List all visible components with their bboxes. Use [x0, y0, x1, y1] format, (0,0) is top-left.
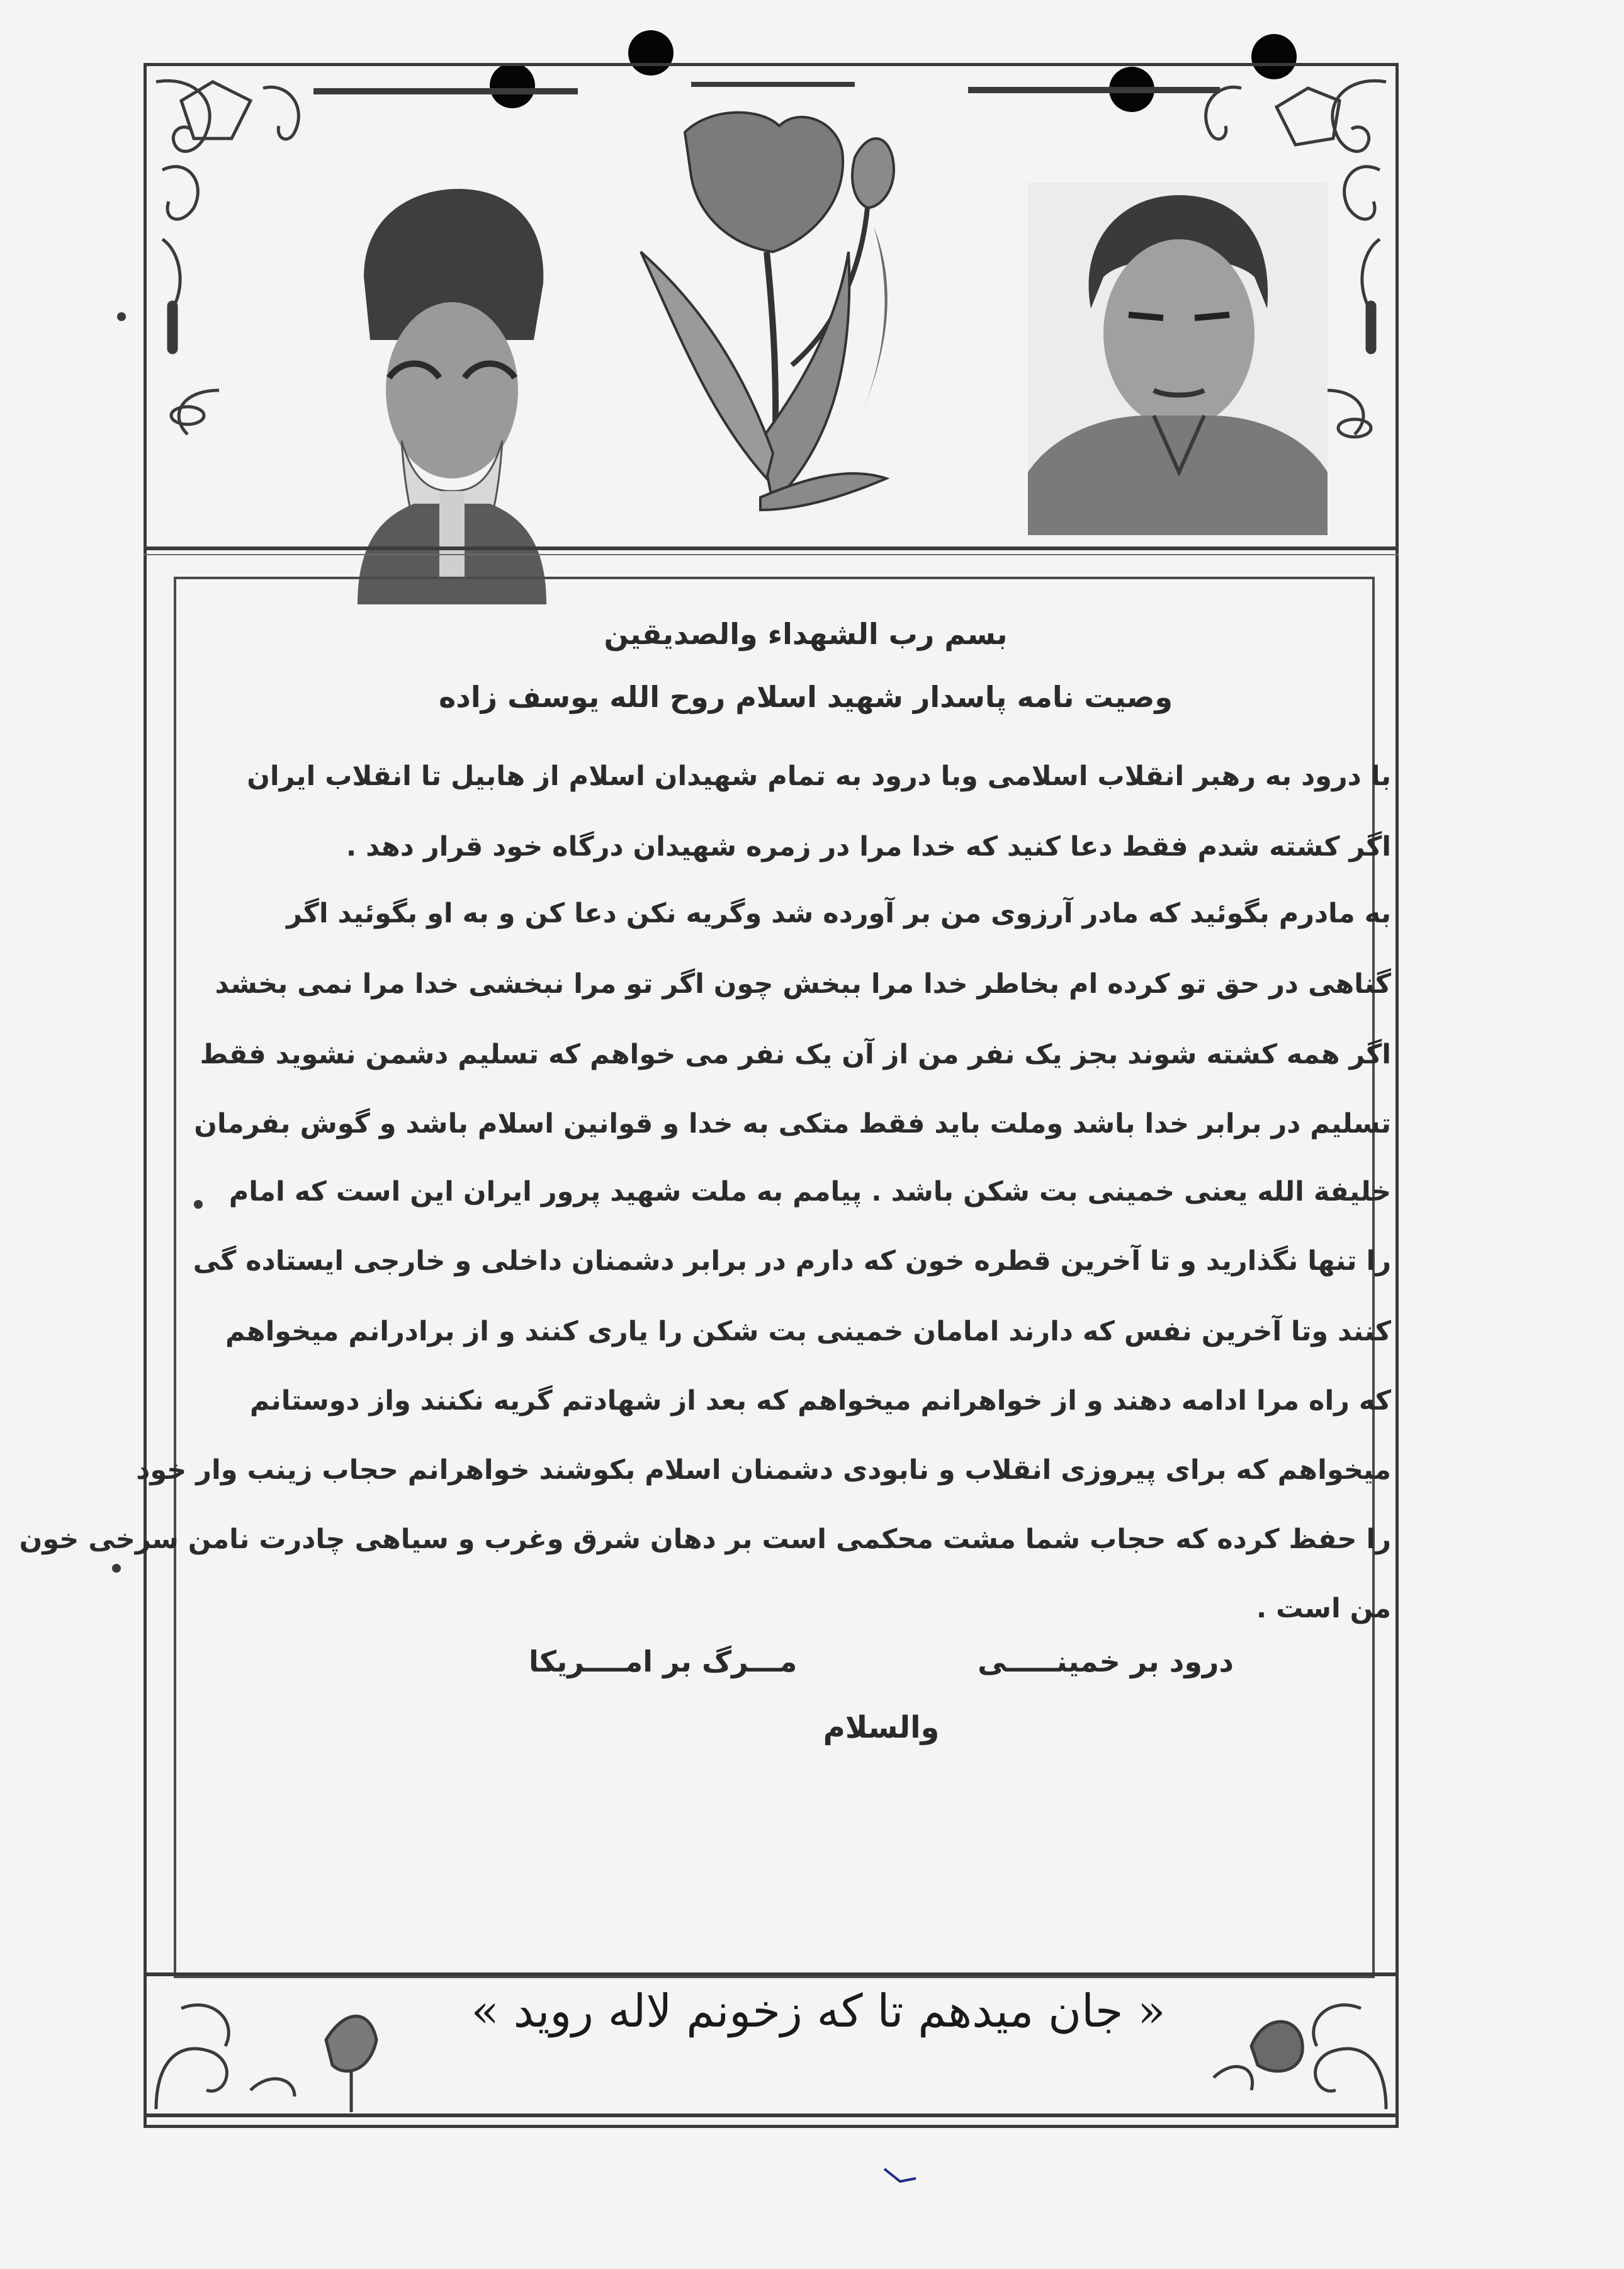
martyr-portrait — [1028, 183, 1328, 535]
text-line-10: که راه مرا ادامه دهند و از خواهرانم میخواهم که بعد از شهادتم گریه نکنند واز دوستانم — [249, 1385, 1391, 1417]
text-line-11: میخواهم که برای پیروزی انقلاب و نابودی دشمنان اسلام بکوشند خواهرانم حجاب زینب وار خود — [136, 1454, 1391, 1486]
text-line-6: تسلیم در برابر خدا باشد وملت باید فقط متکی به خدا و قوانین اسلام باشد و گوش بفرمان — [194, 1108, 1391, 1140]
pen-mark-icon — [881, 2166, 919, 2185]
slogans — [529, 1644, 1234, 1689]
will-text — [19, 604, 1391, 1675]
footer-ornament-right — [1214, 2005, 1386, 2109]
text-line-3: به مادرم بگوئید که مادر آرزوی من بر آورده شد وگریه نکن دعا کن و به او بگوئید اگر — [286, 898, 1391, 929]
top-bars — [313, 82, 1220, 94]
header-divider — [144, 546, 1399, 550]
footer-motto: « جان میدهم تا که زخونم لاله روید » — [471, 1984, 1166, 2037]
text-line-9: کنند وتا آخرین نفس که دارند امامان خمینی بت شکن را یاری کنند و از برادرانم میخواهم — [225, 1316, 1391, 1347]
basmala: بسم رب الشهداء والصدیقین — [604, 617, 1008, 651]
cleric-portrait — [345, 189, 559, 604]
text-line-12: را حفظ کرده که حجاب شما مشت محکمی است بر دهان شرق وغرب و سیاهی چادرت نامن سرخی خون — [19, 1524, 1391, 1555]
text-line-4: گناهی در حق تو کرده ام بخاطر خدا مرا ببخش چون اگر تو مرا نبخشی خدا مرا نمی بخشد — [215, 968, 1391, 1000]
text-line-8: را تنها نگذارید و تا آخرین قطره خون که دارم در برابر دشمنان داخلی و خارجی ایستاده گی — [193, 1245, 1391, 1277]
text-line-5: اگر همه کشته شوند بجز یک نفر من از آن یک نفر می خواهم که تسلیم دشمن نشوید فقط — [200, 1039, 1391, 1070]
corner-ornament-left — [156, 81, 298, 434]
footer-ornament-left — [156, 2005, 376, 2112]
header-divider-thin — [144, 554, 1399, 555]
slogan-america: مـــرگ بر امــــریکا — [529, 1644, 798, 1678]
text-line-7: خلیفة الله یعنی خمینی بت شکن باشد . پیامم به ملت شهید پرور ایران این است که امام — [228, 1176, 1391, 1208]
closing-salutation: والسلام — [823, 1710, 940, 1745]
edge-mark — [112, 1564, 121, 1573]
tulip-emblem-icon — [641, 113, 894, 510]
slogan-khomeini: درود بر خمینـــــی — [978, 1644, 1234, 1678]
header-band — [144, 63, 1399, 553]
edge-mark — [117, 312, 126, 321]
text-line-13: من است . — [1256, 1593, 1391, 1624]
document-title: وصیت نامه پاسدار شهید اسلام روح الله یوسف زاده — [439, 680, 1173, 714]
text-line-2: اگر کشته شدم فقط دعا کنید که خدا مرا در زمره شهیدان درگاه خود قرار دهد . — [346, 831, 1391, 863]
text-line-1: با درود به رهبر انقلاب اسلامی وبا درود به تمام شهیدان اسلام از هابیل تا انقلاب ایران — [247, 761, 1391, 792]
